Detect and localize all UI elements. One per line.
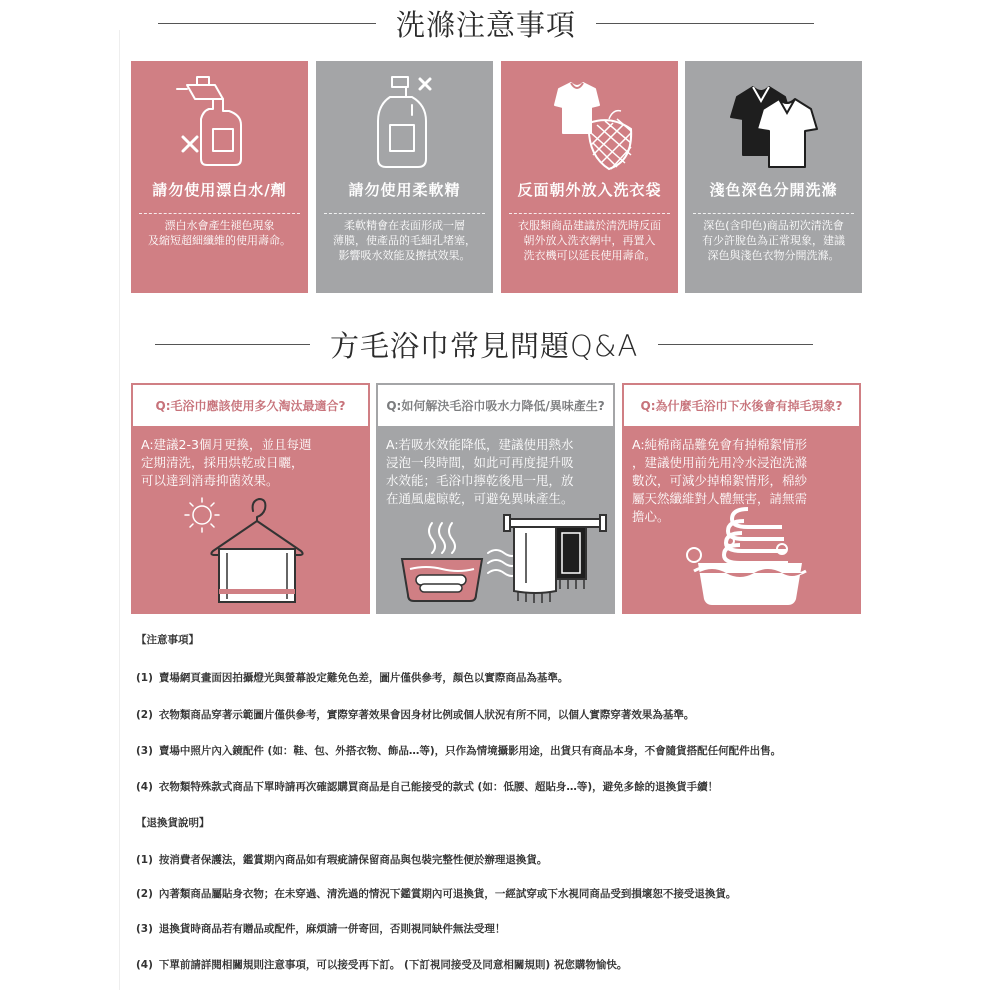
wash-card-title: 反面朝外放入洗衣袋 [517,181,662,199]
card-divider [693,213,854,214]
returns-item: (2) 內著類商品屬貼身衣物；在未穿過、清洗過的情況下鑑賞期內可退換貨，一經試穿或下水視同商品受到損壞恕不接受退換貨。 [136,888,737,900]
wash-card-separate-colors [685,61,862,293]
wash-title-text: 洗滌注意事項 [396,7,577,42]
returns-item: (4) 下單前請詳閱相關規則注意事項，可以接受再下訂。 (下訂視同接受及同意相關規則) 祝您購物愉快。 [136,959,628,971]
wash-card-title: 請勿使用柔軟精 [348,181,461,199]
returns-item: (3) 退換貨時商品若有贈品或配件，麻煩請一併寄回，否則視同缺件無法受理！ [136,923,506,935]
laundry-bag-icon [501,75,678,175]
wash-card-desc: 衣服類商品建議於清洗時反面 朝外放入洗衣網中，再置入 洗衣機可以延長使用壽命。 [518,219,661,262]
wash-section-title [158,2,834,44]
title-rule-right [658,344,813,345]
wash-card-softener [316,61,493,293]
qa-question: Q:如何解決毛浴巾吸水力降低/異味產生? [376,383,615,428]
wash-card-desc: 柔軟精會在表面形成一層 薄膜，使產品的毛細孔堵塞， 影響吸水效能及擦拭效果。 [333,219,476,262]
notes-item: (1) 賣場網頁畫面因拍攝燈光與螢幕設定難免色差，圖片僅供參考，顏色以實際商品為基準。 [136,672,569,684]
card-divider [509,213,670,214]
page-edge-line [119,30,120,990]
qa-question: Q:為什麼毛浴巾下水後會有掉毛現象? [622,383,861,428]
title-rule-right [596,23,814,24]
qa-title-text: 方毛浴巾常見問題Q&A [330,328,639,363]
notes-heading: 【注意事項】 [136,634,199,646]
qa-answer: A:純棉商品難免會有掉棉絮情形 ，建議使用前先用冷水浸泡洗滌 數次，可減少掉棉絮情形，棉紗 屬天然纖維對人體無害，請無需 擔心。 [632,437,808,524]
qa-card-replace [131,383,370,614]
wash-card-bleach [131,61,308,293]
returns-item: (1) 按消費者保護法，鑑賞期內商品如有瑕疵請保留商品與包裝完整性便於辦理退換貨。 [136,854,548,866]
qa-card-lint [622,383,861,614]
qa-answer: A:若吸水效能降低，建議使用熱水 浸泡一段時間，如此可再度提升吸 水效能；毛浴巾擰乾後甩一甩，放 在通風處晾乾，可避免異味產生。 [386,437,574,506]
qa-question: Q:毛浴巾應該使用多久淘汰最適合? [131,383,370,428]
wash-card-title: 請勿使用漂白水/劑 [152,181,287,199]
card-divider [324,213,485,214]
notes-item: (2) 衣物類商品穿著示範圖片僅供參考，實際穿著效果會因身材比例或個人狀況有所不同，以個人實際穿著效果為基準。 [136,709,695,721]
notes-item: (3) 賣場中照片內入鏡配件 (如：鞋、包、外搭衣物、飾品…等)，只作為情境攝影用途，出貨只有商品本身，不會隨貨搭配任何配件出售。 [136,745,782,757]
notes-item: (4) 衣物類特殊款式商品下單時請再次確認購買商品是自己能接受的款式 (如：低腰、超貼身…等)，避免多餘的退換貨手續！ [136,781,719,793]
qa-section-title [155,322,835,366]
wash-card-desc: 漂白水會產生褪色現象 及縮短超細纖維的使用壽命。 [148,219,291,247]
title-rule-left [158,23,376,24]
wash-card-desc: 深色(含印色)商品初次清洗會 有少許脫色為正常現象，建議 深色與淺色衣物分開洗滌。 [702,219,845,262]
wash-card-title: 淺色深色分開洗滌 [709,181,838,199]
qa-card-absorbency [376,383,615,614]
bleach-spray-icon [131,75,308,175]
wash-card-laundry-bag [501,61,678,293]
card-divider [139,213,300,214]
title-rule-left [155,344,310,345]
softener-bottle-icon [316,75,493,175]
returns-heading: 【退換貨說明】 [136,817,210,829]
dark-light-shirts-icon [685,75,862,175]
qa-answer: A:建議2-3個月更換，並且每週 定期清洗，採用烘乾或日曬， 可以達到消毒抑菌效果。 [141,437,312,488]
